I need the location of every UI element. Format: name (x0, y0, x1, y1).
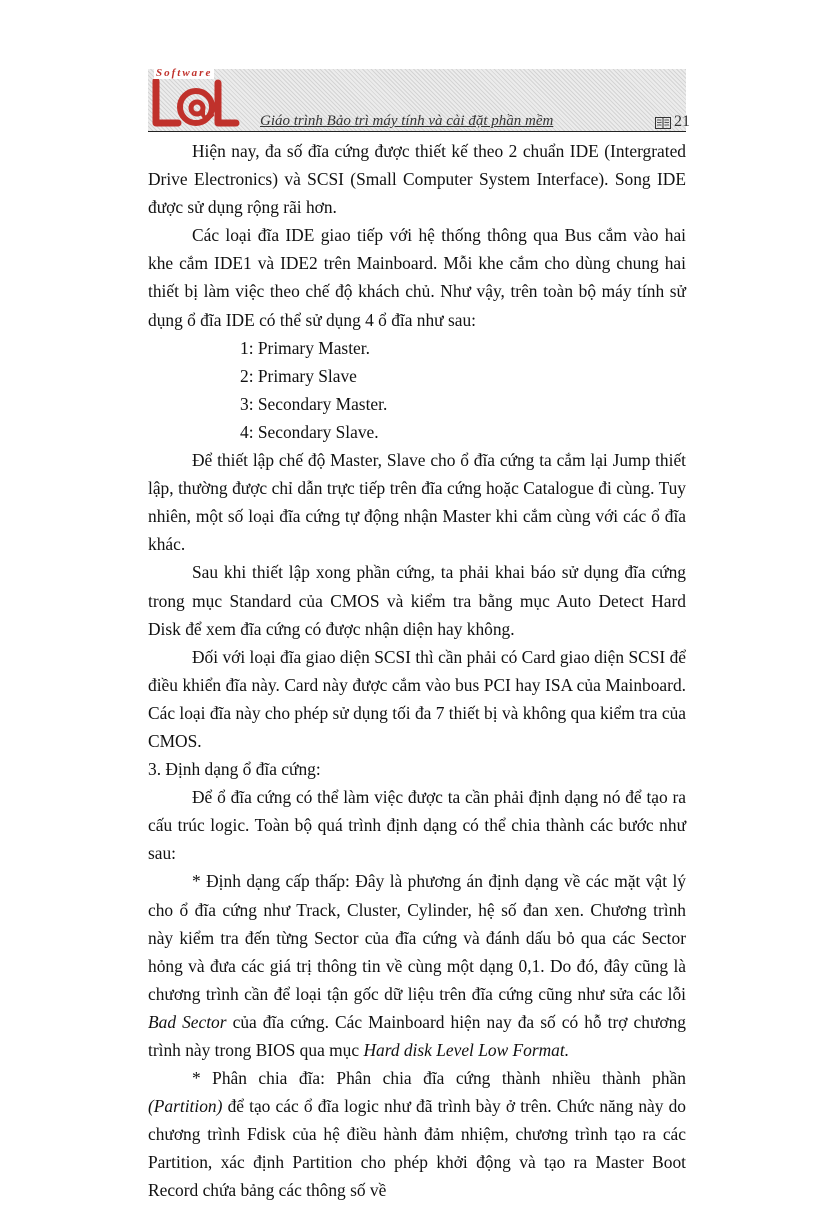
low-format-menu-term: Hard disk Level Low Format. (363, 1040, 570, 1060)
header-rule (148, 131, 686, 132)
partition-text-2: để tạo các ổ đĩa logic như đã trình bày ở trên. Chức năng này do chương trình Fdisk của hệ điều hành đảm nhiệm, chương trình tạo ra các Partition, xác định Partition cho phép khởi động và tạo ra Master Boot Record chứa bảng các thông số về (148, 1096, 686, 1201)
paragraph-ide-interface: Các loại đĩa IDE giao tiếp với hệ thống thông qua Bus cắm vào hai khe cắm IDE1 và IDE2 trên Mainboard. Mỗi khe cắm cho dùng chung hai thiết bị làm việc theo chế độ khách chủ. Như vậy, trên toàn bộ máy tính sử dụng ổ đĩa IDE có thể sử dụng 4 ổ đĩa như sau: (148, 225, 686, 330)
bad-sector-term: Bad Sector (148, 1011, 227, 1032)
page-header (148, 65, 690, 133)
paragraph-jumper-setup: Để thiết lập chế độ Master, Slave cho ổ đĩa cứng ta cắm lại Jump thiết lập, thường được chỉ dẫn trực tiếp trên đĩa cứng hoặc Catalogue đi cùng. Tuy nhiên, một số loại đĩa cứng tự động nhận Master khi cắm cùng với các ổ đĩa khác. (148, 450, 686, 555)
header-title: Giáo trình Bảo trì máy tính và cài đặt phần mềm (260, 113, 554, 129)
logo-wordmark: Software (156, 67, 213, 79)
page-body (148, 137, 686, 1205)
paragraph-format-intro: Để ổ đĩa cứng có thể làm việc được ta cần phải định dạng nó để tạo ra cấu trúc logic. Toàn bộ quá trình định dạng có thể chia thành các bước như sau: (148, 787, 686, 864)
paragraph-disk-standards: Hiện nay, đa số đĩa cứng được thiết kế theo 2 chuẩn IDE (Intergrated Drive Electronics) và SCSI (Small Computer System Interface). Song IDE được sử dụng rộng rãi hơn. (148, 141, 686, 218)
page-number: 21 (674, 113, 690, 130)
section-heading: 3. Định dạng ổ đĩa cứng: (148, 759, 321, 780)
paragraph-cmos-setup: Sau khi thiết lập xong phần cứng, ta phải khai báo sử dụng đĩa cứng trong mục Standard của CMOS và kiểm tra bằng mục Auto Detect Hard Disk để xem đĩa cứng có được nhận diện hay không. (148, 562, 686, 639)
paragraph-partition (148, 1064, 686, 1204)
low-level-format-text-2: của đĩa cứng. Các Mainboard hiện nay đa số có hỗ trợ chương trình này trong BIOS qua mục (148, 1011, 686, 1060)
list-item: 2: Primary Slave (240, 365, 357, 386)
list-item: 4: Secondary Slave. (240, 421, 379, 442)
logo-mark (150, 79, 240, 131)
partition-term: (Partition) (148, 1096, 223, 1117)
paragraph-low-level-format (148, 867, 686, 1064)
software-logo (148, 65, 240, 133)
paragraph-scsi: Đối với loại đĩa giao diện SCSI thì cần phải có Card giao diện SCSI để điều khiển đĩa này. Card này được cắm vào bus PCI hay ISA của Mainboard. Các loại đĩa này cho phép sử dụng tối đa 7 thiết bị và không qua kiểm tra của CMOS. (148, 646, 686, 751)
list-item: 1: Primary Master. (240, 337, 370, 358)
low-level-format-text-1: * Định dạng cấp thấp: Đây là phương án định dạng về các mặt vật lý cho ổ đĩa cứng như Track, Cluster, Cylinder, hệ số đan xen. Chương trình này kiểm tra đến từng Sector của đĩa cứng và đánh dấu bỏ qua các Sector hỏng và đưa các giá trị thông tin về cùng một dạng 0,1. Do đó, đây cũng là chương trình cần để loại tận gốc dữ liệu trên đĩa cứng cũng như sửa các lỗi (148, 871, 686, 1004)
partition-text-1: * Phân chia đĩa: Phân chia đĩa cứng thành nhiều thành phần (192, 1068, 686, 1089)
open-book-icon (655, 117, 671, 129)
list-item: 3: Secondary Master. (240, 393, 388, 414)
